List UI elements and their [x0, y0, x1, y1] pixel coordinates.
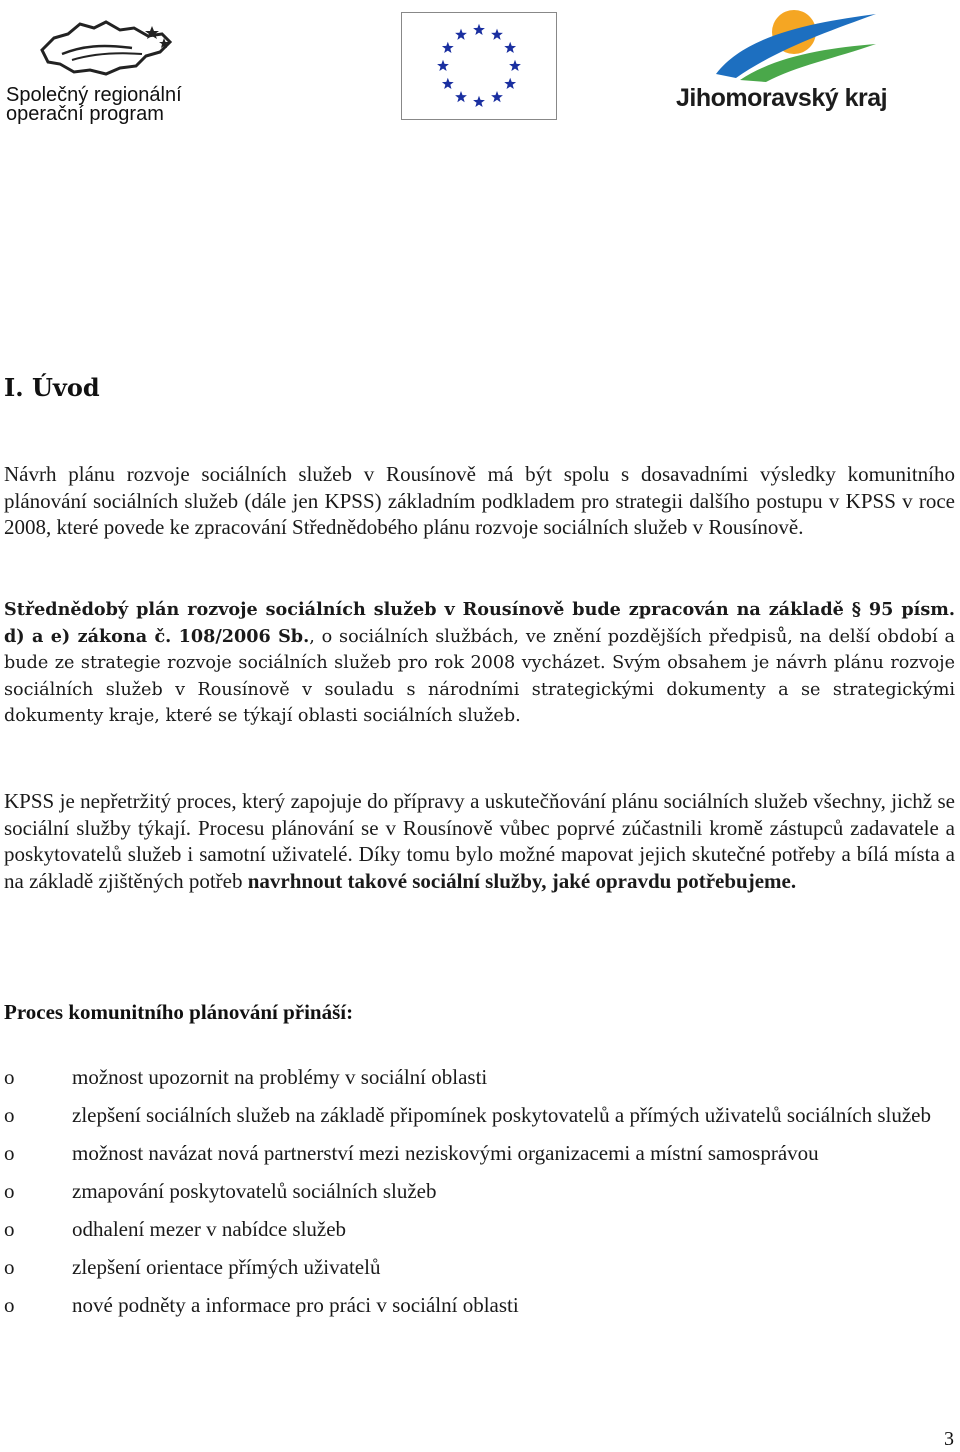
eu-star-icon — [504, 42, 516, 53]
page-number: 3 — [944, 1428, 954, 1450]
benefit-text: zlepšení sociálních služeb na základě připomínek poskytovatelů a přímých uživatelů sociálních služeb — [72, 1103, 931, 1127]
eu-star-icon — [491, 91, 503, 102]
jihomoravsky-kraj-logo — [676, 4, 888, 122]
eu-star-icon — [509, 60, 521, 71]
jmk-logo-text: Jihomoravský kraj — [676, 84, 888, 112]
eu-star-icon — [442, 78, 454, 89]
bullet-icon: o — [4, 1065, 15, 1089]
benefit-text: zmapování poskytovatelů sociálních služeb — [72, 1179, 437, 1203]
paragraph-2-bold-part: Střednědobý plán rozvoje sociálních služeb v Rousínově bude zpracován na základě § 95 písm. d) a e) zákona č. 108/2006 Sb. — [4, 599, 955, 647]
benefits-list — [4, 1064, 954, 1330]
benefit-item — [4, 1254, 954, 1281]
bullet-icon: o — [4, 1103, 15, 1127]
intro-paragraph-2 — [4, 597, 955, 730]
paragraph-3-text: KPSS je nepřetržitý proces, který zapojuje do přípravy a uskutečňování plánu sociálních služeb všechny, jichž se sociální služby týkají. Procesu plánování se v Rousínově vůbec poprvé zúčastnili kromě zástupců zadavatele a poskytovatelů služeb i samotní uživatelé. Díky tomu bylo možné mapovat jejich skutečné potřeby a bílá místa a na základě zjištěných potřeb — [4, 789, 955, 893]
bullet-icon: o — [4, 1179, 15, 1203]
bullet-icon: o — [4, 1293, 15, 1317]
paragraph-3-bold-conclusion: navrhnout takové sociální služby, jaké opravdu potřebujeme. — [247, 868, 797, 893]
benefit-item — [4, 1064, 954, 1091]
eu-star-icon — [491, 29, 503, 40]
benefit-item — [4, 1102, 954, 1129]
intro-paragraph-1: Návrh plánu rozvoje sociálních služeb v Rousínově má být spolu s dosavadními výsledky komunitního plánování sociálních služeb (dále jen KPSS) základním podkladem pro strategii dalšího postupu v KPSS v roce 2008, které povede ke zpracování Střednědobého plánu rozvoje sociálních služeb v Rousínově. — [4, 462, 955, 539]
benefit-item — [4, 1140, 954, 1167]
eu-stars-icon — [402, 13, 556, 119]
eu-star-icon — [437, 60, 449, 71]
benefit-text: možnost upozornit na problémy v sociální oblasti — [72, 1065, 488, 1089]
benefits-heading: Proces komunitního plánování přináší: — [4, 1000, 354, 1024]
srop-logo-line2: operační program — [6, 103, 164, 125]
jmk-emblem-icon — [676, 4, 888, 84]
eu-star-icon — [473, 96, 485, 107]
czech-map-icon — [2, 8, 212, 86]
benefit-item — [4, 1216, 954, 1243]
intro-paragraph-3 — [4, 788, 955, 894]
benefit-text: možnost navázat nová partnerství mezi neziskovými organizacemi a místní samosprávou — [72, 1141, 819, 1165]
benefit-item — [4, 1178, 954, 1205]
section-heading: I. Úvod — [4, 373, 100, 402]
eu-star-icon — [473, 24, 485, 35]
eu-star-icon — [455, 91, 467, 102]
eu-star-icon — [442, 42, 454, 53]
benefit-text: zlepšení orientace přímých uživatelů — [72, 1255, 381, 1279]
benefit-item — [4, 1292, 954, 1319]
benefit-text: odhalení mezer v nabídce služeb — [72, 1217, 347, 1241]
eu-flag-logo — [401, 12, 557, 120]
paragraph-2-rest: , o sociálních službách, ve znění pozdějších předpisů, na delší období a bude ze strategie rozvoje sociálních služeb pro rok 2008 vycházet. Svým obsahem je návrh plánu rozvoje sociálních služeb v Rousínově v souladu s národními strategickými dokumenty a se strategickými dokumenty kraje, které se týkají oblasti sociálních služeb. — [4, 626, 955, 726]
eu-star-icon — [504, 78, 516, 89]
srop-logo — [2, 8, 212, 126]
bullet-icon: o — [4, 1141, 15, 1165]
bullet-icon: o — [4, 1217, 15, 1241]
benefit-text: nové podněty a informace pro práci v sociální oblasti — [72, 1293, 519, 1317]
srop-logo-line1: Společný regionální — [6, 84, 182, 106]
eu-star-icon — [455, 29, 467, 40]
bullet-icon: o — [4, 1255, 15, 1279]
header-logos — [0, 0, 960, 130]
